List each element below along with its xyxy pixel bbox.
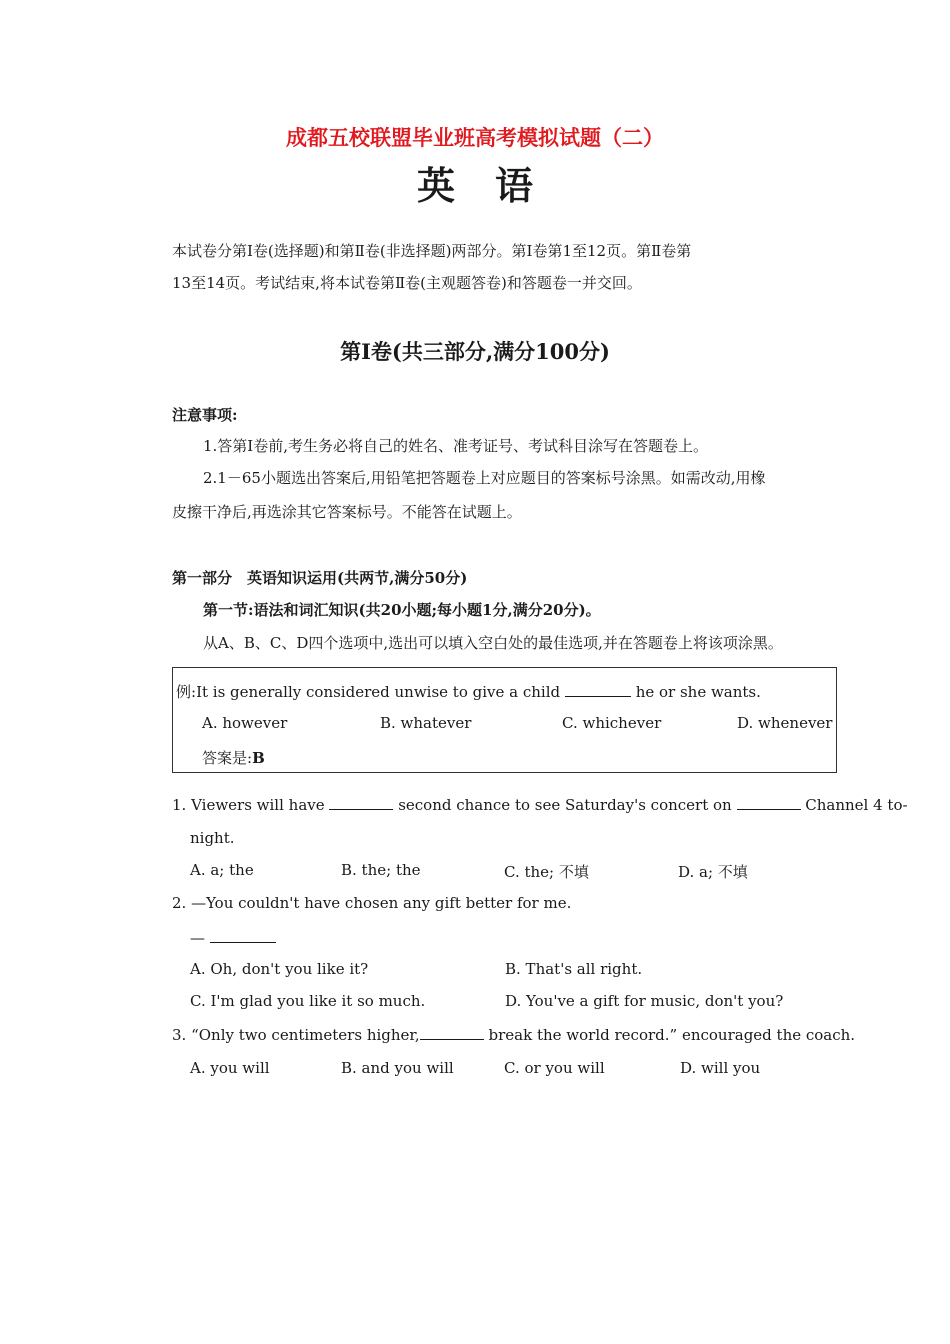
example-option-a: A. however xyxy=(202,714,288,732)
answer-blank xyxy=(329,795,393,810)
answer-blank xyxy=(420,1025,484,1040)
q2-option-a: A. Oh, don't you like it? xyxy=(190,960,369,978)
q2-option-d: D. You've a gift for music, don't you? xyxy=(505,992,784,1010)
q3-option-a: A. you will xyxy=(190,1059,270,1077)
subject-title: 英语 xyxy=(416,163,573,208)
q1-stem-c: Channel 4 to- xyxy=(805,796,908,814)
q1-stem-continued: night. xyxy=(190,829,235,847)
section-instruction: 从A、B、C、D四个选项中,选出可以填入空白处的最佳选项,并在答题卷上将该项涂黑。 xyxy=(203,634,783,652)
answer-blank xyxy=(565,682,631,697)
note-item-2-line-1: 2.1－65小题选出答案后,用铅笔把答题卷上对应题目的答案标号涂黑。如需改动,用橡 xyxy=(203,469,766,487)
q2-reply-dash: — xyxy=(190,929,205,947)
q2-option-b: B. That's all right. xyxy=(505,960,643,978)
notes-heading: 注意事项: xyxy=(172,406,238,424)
example-option-d: D. whenever xyxy=(737,714,833,732)
example-prefix: 例: xyxy=(176,683,197,701)
example-stem xyxy=(176,681,761,702)
question-3-stem xyxy=(172,1025,855,1044)
example-answer-label: 答案是: xyxy=(202,749,253,767)
q3-option-b: B. and you will xyxy=(341,1059,454,1077)
q3-stem-b: break the world record.” encouraged the coach. xyxy=(488,1026,856,1044)
q2-option-c: C. I'm glad you like it so much. xyxy=(190,992,426,1010)
example-option-c: C. whichever xyxy=(562,714,662,732)
q1-option-a: A. a; the xyxy=(190,861,254,879)
note-item-1: 1.答第Ⅰ卷前,考生务必将自己的姓名、准考证号、考试科目涂写在答题卷上。 xyxy=(203,437,709,455)
q1-option-c: C. the; 不填 xyxy=(504,863,589,881)
q1-stem-a: 1. Viewers will have xyxy=(172,796,325,814)
part-1-heading: 第一部分 英语知识运用(共两节,满分50分) xyxy=(172,569,468,587)
q3-option-d: D. will you xyxy=(680,1059,761,1077)
intro-line-1: 本试卷分第Ⅰ卷(选择题)和第Ⅱ卷(非选择题)两部分。第Ⅰ卷第1至12页。第Ⅱ卷第 xyxy=(172,242,692,260)
q1-option-b: B. the; the xyxy=(341,861,421,879)
example-answer xyxy=(202,747,265,768)
example-answer-value: B xyxy=(252,749,265,767)
q3-stem-a: 3. “Only two centimeters higher, xyxy=(172,1026,420,1044)
section-1-heading: 第一节:语法和词汇知识(共20小题;每小题1分,满分20分)。 xyxy=(203,601,601,619)
q2-stem: 2. —You couldn't have chosen any gift better for me. xyxy=(172,894,572,912)
q1-option-d: D. a; 不填 xyxy=(678,863,748,881)
example-stem-a: It is generally considered unwise to give a child xyxy=(196,683,561,701)
question-1-stem xyxy=(172,795,908,814)
example-stem-b: he or she wants. xyxy=(635,683,761,701)
answer-blank xyxy=(210,928,276,943)
intro-line-2: 13至14页。考试结束,将本试卷第Ⅱ卷(主观题答卷)和答题卷一并交回。 xyxy=(172,274,642,292)
answer-blank xyxy=(737,795,801,810)
exam-title: 成都五校联盟毕业班高考模拟试题（二） xyxy=(286,126,664,150)
volume-1-title: 第Ⅰ卷(共三部分,满分100分) xyxy=(340,339,610,364)
q2-reply xyxy=(190,928,276,947)
example-option-b: B. whatever xyxy=(380,714,472,732)
q3-option-c: C. or you will xyxy=(504,1059,605,1077)
q1-stem-b: second chance to see Saturday's concert on xyxy=(398,796,732,814)
note-item-2-line-2: 皮擦干净后,再选涂其它答案标号。不能答在试题上。 xyxy=(172,503,522,521)
